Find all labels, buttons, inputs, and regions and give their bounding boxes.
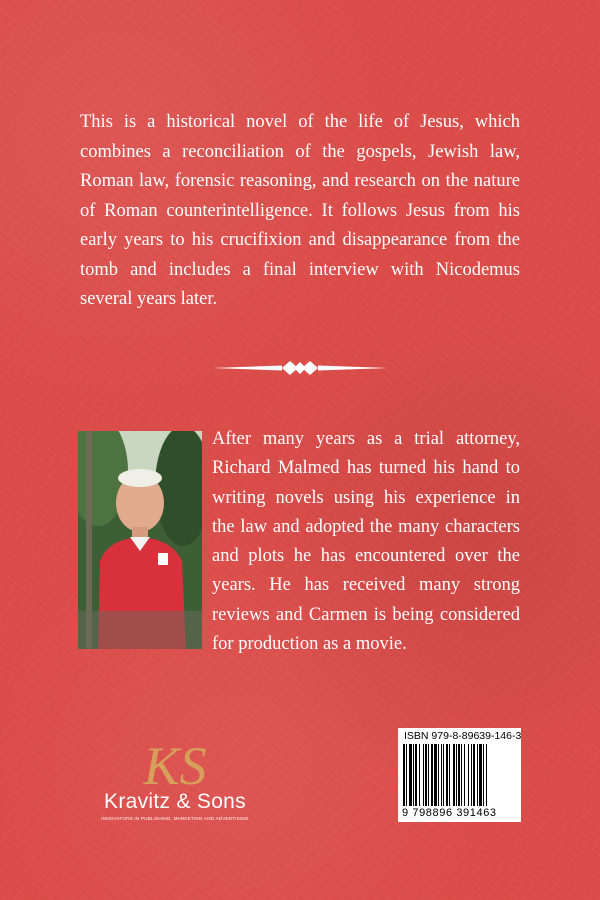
svg-text:KS: KS — [143, 738, 207, 790]
publisher-logo — [80, 738, 270, 828]
barcode-bar — [471, 744, 472, 806]
publisher-name: Kravitz & Sons — [104, 790, 246, 813]
barcode-bar — [403, 744, 405, 806]
barcode-bar — [453, 744, 455, 806]
barcode-bar — [413, 744, 414, 806]
barcode-bar — [428, 744, 429, 806]
publisher-tagline: INNOVATORS IN PUBLISHING, MARKETING AND ADVERTISING — [101, 816, 249, 821]
publisher-monogram-icon — [124, 738, 226, 790]
barcode-bar — [458, 744, 460, 806]
barcode-number: 9 798896 391463 — [402, 807, 497, 819]
isbn-barcode — [398, 728, 521, 822]
barcode-bar — [468, 744, 469, 806]
author-bio-text: After many years as a trial attorney, Richard Malmed has turned his hand to writing novels using his experience in the law and adopted the many characters and plots he has encountered over the years. He has received many strong reviews and Carmen is being considered for production as a movie. — [212, 429, 520, 655]
barcode-bar — [434, 744, 437, 806]
isbn-label: ISBN 979-8-89639-146-3 — [404, 730, 522, 742]
ornament-divider — [212, 358, 388, 378]
barcode-bar — [486, 744, 487, 806]
barcode-bar — [443, 744, 444, 806]
barcode-bar — [446, 744, 448, 806]
back-cover-blurb: This is a historical novel of the life of Jesus, which combines a reconciliation of the gospels, Jewish law, Roman law, forensic reasoning, and research on the nature of Roman counterintelligence. It follows Jesus from his early years to his crucifixion and disappearance from the tomb and includes a final interview with Nicodemus several years later. — [80, 112, 520, 309]
barcode-bar — [406, 744, 407, 806]
barcode-bar — [461, 744, 462, 806]
photo-wrap-space — [80, 425, 212, 653]
barcode-bar — [456, 744, 457, 806]
barcode-bar — [479, 744, 482, 806]
barcode-bar — [419, 744, 420, 806]
barcode-bar — [464, 744, 465, 806]
barcode-bar — [423, 744, 424, 806]
barcode-bar — [477, 744, 478, 806]
barcode-bar — [483, 744, 484, 806]
barcode-bar — [441, 744, 442, 806]
barcode-bar — [438, 744, 439, 806]
barcode-bar — [473, 744, 475, 806]
barcode-bar — [409, 744, 412, 806]
barcode-bar — [415, 744, 417, 806]
author-bio — [80, 425, 520, 659]
barcode-bar — [425, 744, 427, 806]
barcode-bars — [403, 744, 516, 806]
barcode-bar — [449, 744, 450, 806]
barcode-bar — [431, 744, 433, 806]
